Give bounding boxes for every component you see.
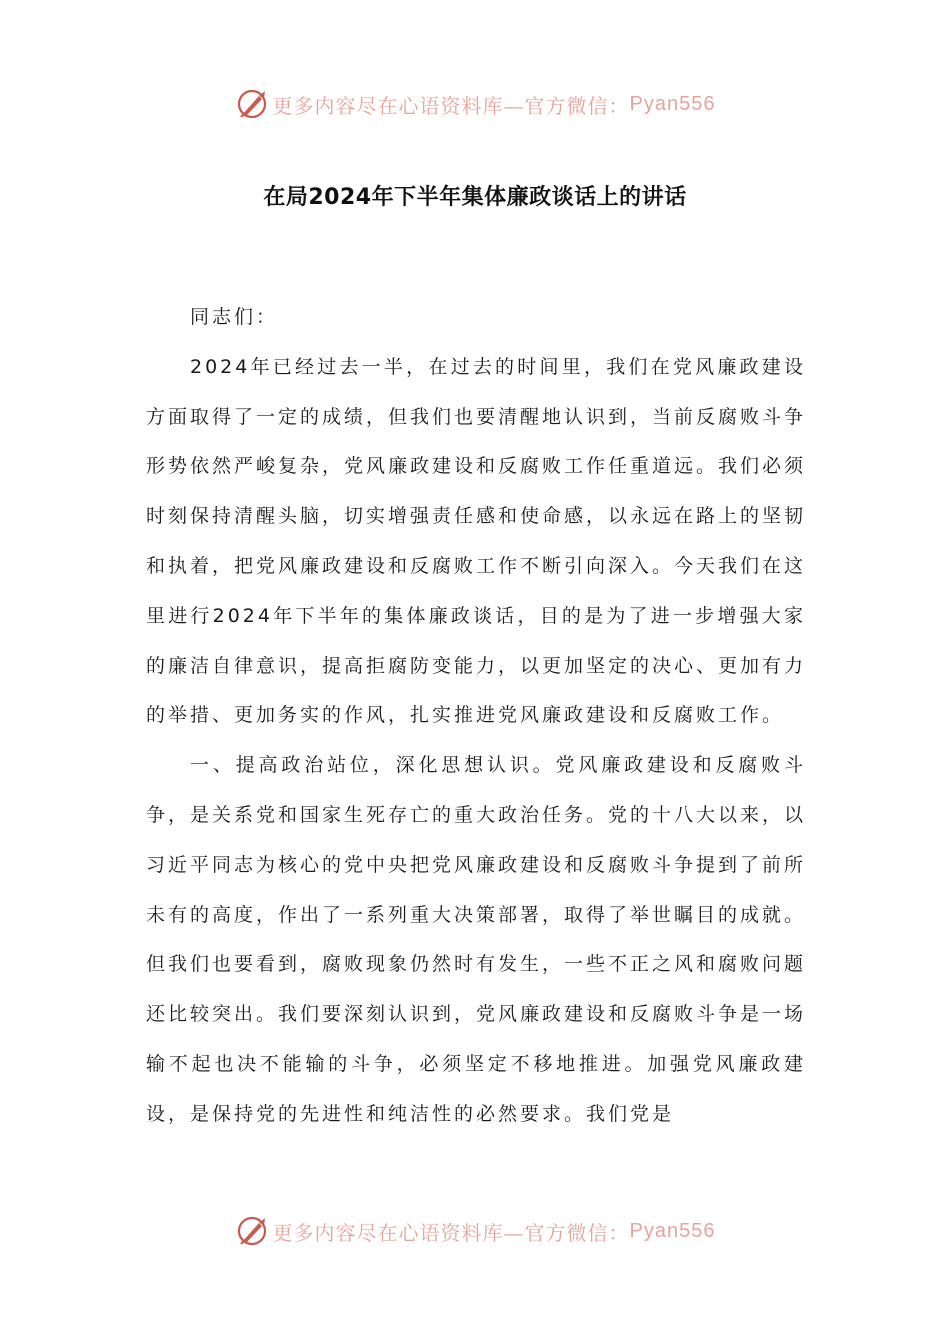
header-watermark-banner bbox=[0, 84, 950, 124]
salutation: 同志们： bbox=[190, 306, 279, 328]
document-body bbox=[146, 293, 806, 1140]
banner-text: 更多内容尽在心语资料库—官方微信： bbox=[272, 1220, 630, 1245]
paragraph: 2024年已经过去一半，在过去的时间里，我们在党风廉政建设方面取得了一定的成绩，但我们也要清醒地认识到，当前反腐败斗争形势依然严峻复杂，党风廉政建设和反腐败工作任重道远。我们必须时刻保持清醒头脑，切实增强责任感和使命感，以永远在路上的坚韧和执着，把党风廉政建设和反腐败工作不断引向深入。今天我们在这里进行2024年下半年的集体廉政谈话，目的是为了进一步增强大家的廉洁自律意识，提高拒腐防变能力，以更加坚定的决心、更加有力的举措、更加务实的作风，扎实推进党风廉政建设和反腐败工作。 bbox=[146, 355, 807, 727]
banner-wechat-id: Pyan556 bbox=[629, 1219, 716, 1242]
document-title: 在局2024年下半年集体廉政谈话上的讲话 bbox=[263, 185, 687, 210]
footer-watermark-banner bbox=[0, 1211, 950, 1251]
paragraph: 一、提高政治站位，深化思想认识。党风廉政建设和反腐败斗争，是关系党和国家生死存亡的重大政治任务。党的十八大以来，以习近平同志为核心的党中央把党风廉政建设和反腐败斗争提到了前所未有的高度，作出了一系列重大决策部署，取得了举世瞩目的成就。但我们也要看到，腐败现象仍然时有发生，一些不正之风和腐败问题还比较突出。我们要深刻认识到，党风廉政建设和反腐败斗争是一场输不起也决不能输的斗争，必须坚定不移地推进。加强党风廉政建设，是保持党的先进性和纯洁性的必然要求。我们党是 bbox=[146, 754, 807, 1125]
banner-wechat-id: Pyan556 bbox=[629, 92, 716, 115]
quill-logo-icon bbox=[235, 87, 269, 121]
banner-text: 更多内容尽在心语资料库—官方微信： bbox=[272, 93, 630, 118]
quill-logo-icon bbox=[235, 1214, 269, 1248]
